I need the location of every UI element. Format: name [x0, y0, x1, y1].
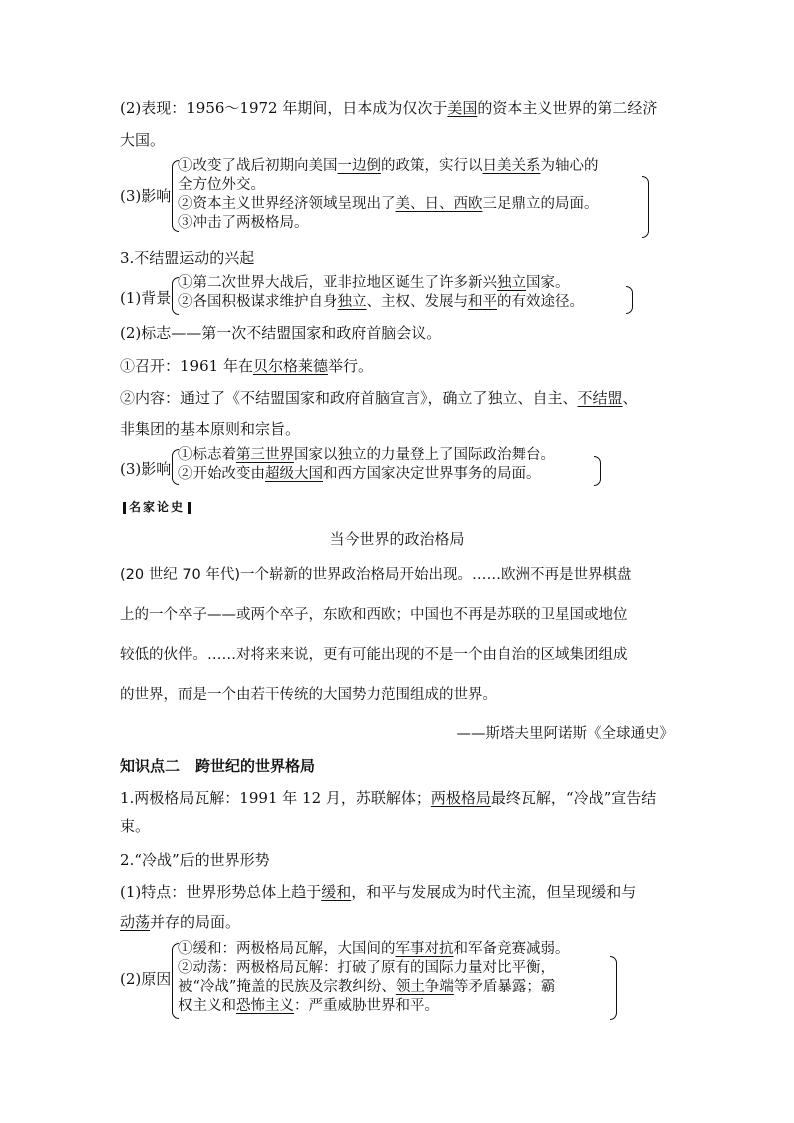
text: 权主义和	[178, 998, 236, 1014]
text: 、	[622, 389, 638, 407]
underlined-term: 动荡	[120, 913, 151, 931]
text: 和军备竞赛减弱。	[453, 941, 570, 957]
text: 三足鼎立的局面。	[482, 196, 599, 212]
quote-source: ——斯塔夫里阿诺斯《全球通史》	[456, 726, 674, 742]
text: ②内容：通过了《不结盟国家和政府首脑宣言》，确立了独立、自主、	[120, 389, 578, 407]
underlined-term: 不结盟	[577, 389, 623, 407]
reason-item-1	[178, 940, 570, 959]
tag-label: 名家论史	[129, 500, 186, 514]
held-line	[120, 356, 373, 376]
underlined-term: 领土争端	[395, 979, 454, 995]
right-brace	[642, 176, 649, 238]
underlined-term: 两极格局	[430, 789, 491, 807]
text: (1)特点：世界形势总体上趋于	[120, 883, 322, 901]
content-line	[120, 388, 638, 408]
underlined-term: 超级大国	[265, 466, 323, 482]
underlined-term: 恐怖主义	[236, 998, 294, 1014]
text: 1.两极格局瓦解：1991 年 12 月，苏联解体；	[120, 789, 431, 807]
text: 、主权、发展与	[366, 294, 468, 310]
underlined-term: 独立	[337, 294, 367, 310]
text: ②开始改变由	[178, 466, 265, 482]
text: 被“冷战”掩盖的民族及宗教纠纷、	[178, 979, 396, 995]
tag-bar	[123, 502, 126, 514]
impact-item-3: ③冲击了两极格局。	[178, 215, 309, 231]
reason-label: (2)原因	[120, 970, 172, 988]
reason-item-2-cont	[178, 978, 555, 997]
quote-line-2: 上的一个卒子——或两个卒子，东欧和西欧；中国也不再是苏联的卫星国或地位	[120, 607, 628, 623]
feature-line-2	[120, 912, 240, 932]
text: 并存的局面。	[150, 913, 241, 931]
performance-line-2: 大国。	[120, 131, 166, 149]
right-brace	[594, 456, 601, 486]
quote-line-3: 较低的伙伴。……对将来来说，更有可能出现的不是一个由自治的区域集团组成	[120, 647, 628, 663]
feature-line	[120, 882, 636, 902]
reason-item-2: ②动荡：两极格局瓦解：打破了原有的国际力量对比平衡，	[178, 960, 555, 976]
underlined-term: 美国	[447, 99, 478, 117]
text: 的资本主义世界的第二经济	[477, 99, 658, 117]
right-brace	[626, 286, 633, 314]
text: 的有效途径。	[497, 294, 584, 310]
background-label: (1)背景	[120, 289, 172, 307]
underlined-term: 和平	[468, 294, 497, 310]
section-tag	[120, 498, 194, 515]
impact-item-1	[178, 157, 599, 176]
text: 国家。	[526, 275, 570, 291]
background-item-1	[178, 274, 570, 293]
impact-label: (3)影响	[120, 187, 172, 205]
content-line-2: 非集团的基本原则和宗旨。	[120, 420, 301, 438]
text: 和西方国家决定世界事务的局面。	[323, 466, 541, 482]
text: 为轴心的	[540, 158, 599, 174]
sign-line: (2)标志——第一次不结盟国家和政府首脑会议。	[120, 324, 442, 342]
collapse-line	[120, 788, 656, 808]
text: ②资本主义世界经济领域呈现出了	[178, 196, 396, 212]
collapse-line-2: 束。	[120, 817, 151, 835]
section-3-title: 3.不结盟运动的兴起	[120, 249, 255, 267]
underlined-term: 一边倒	[337, 158, 381, 174]
text: ①改变了战后初期向美国	[178, 158, 338, 174]
impact-label: (3)影响	[120, 460, 172, 478]
quote-line-1: (20 世纪 70 年代)一个崭新的世界政治格局开始出现。……欧洲不再是世界棋盘	[120, 567, 632, 583]
underlined-term: 缓和	[321, 883, 352, 901]
text: ①缓和：两极格局瓦解，大国间的	[178, 941, 396, 957]
text: ①第二次世界大战后，亚非拉地区诞生了许多新兴	[178, 275, 497, 291]
text: 举行。	[327, 357, 373, 375]
text: 国家以独立的力量登上了国际政治舞台。	[294, 447, 555, 463]
impact-item-2	[178, 195, 599, 214]
quote-line-4: 的世界，而是一个由若干传统的大国势力范围组成的世界。	[120, 687, 497, 703]
text: 等矛盾暴露；霸	[453, 979, 556, 995]
performance-line	[120, 98, 657, 118]
text: ①召开：1961 年在	[120, 357, 253, 375]
right-brace	[610, 956, 617, 1020]
text: ①标志着	[178, 447, 236, 463]
underlined-term: 日美关系	[482, 158, 541, 174]
impact-item-1-cont: 全方位外交。	[178, 177, 265, 193]
underlined-term: 贝尔格莱德	[252, 357, 328, 375]
knowledge-heading: 知识点二 跨世纪的世界格局	[120, 757, 316, 775]
quote-title: 当今世界的政治格局	[329, 530, 465, 548]
text: (2)表现：1956～1972 年期间，日本成为仅次于	[120, 99, 448, 117]
underlined-term: 军事对抗	[395, 941, 454, 957]
underlined-term: 独立	[497, 275, 526, 291]
text: 的政策，实行以	[381, 158, 483, 174]
impact-item-2	[178, 465, 541, 484]
text: 最终瓦解，“冷战”宣告结	[490, 789, 657, 807]
tag-bar	[188, 502, 191, 514]
underlined-term: 美、日、西欧	[395, 196, 483, 212]
background-item-2	[178, 293, 584, 312]
text: ，和平与发展成为时代主流，但呈现缓和与	[351, 883, 637, 901]
postwar-title: 2.“冷战”后的世界形势	[120, 851, 270, 869]
underlined-term: 第三世界	[236, 447, 294, 463]
reason-item-2-cont	[178, 997, 439, 1016]
text: ：严重威胁世界和平。	[294, 998, 439, 1014]
impact-item-1	[178, 446, 555, 465]
text: ②各国积极谋求维护自身	[178, 294, 338, 310]
